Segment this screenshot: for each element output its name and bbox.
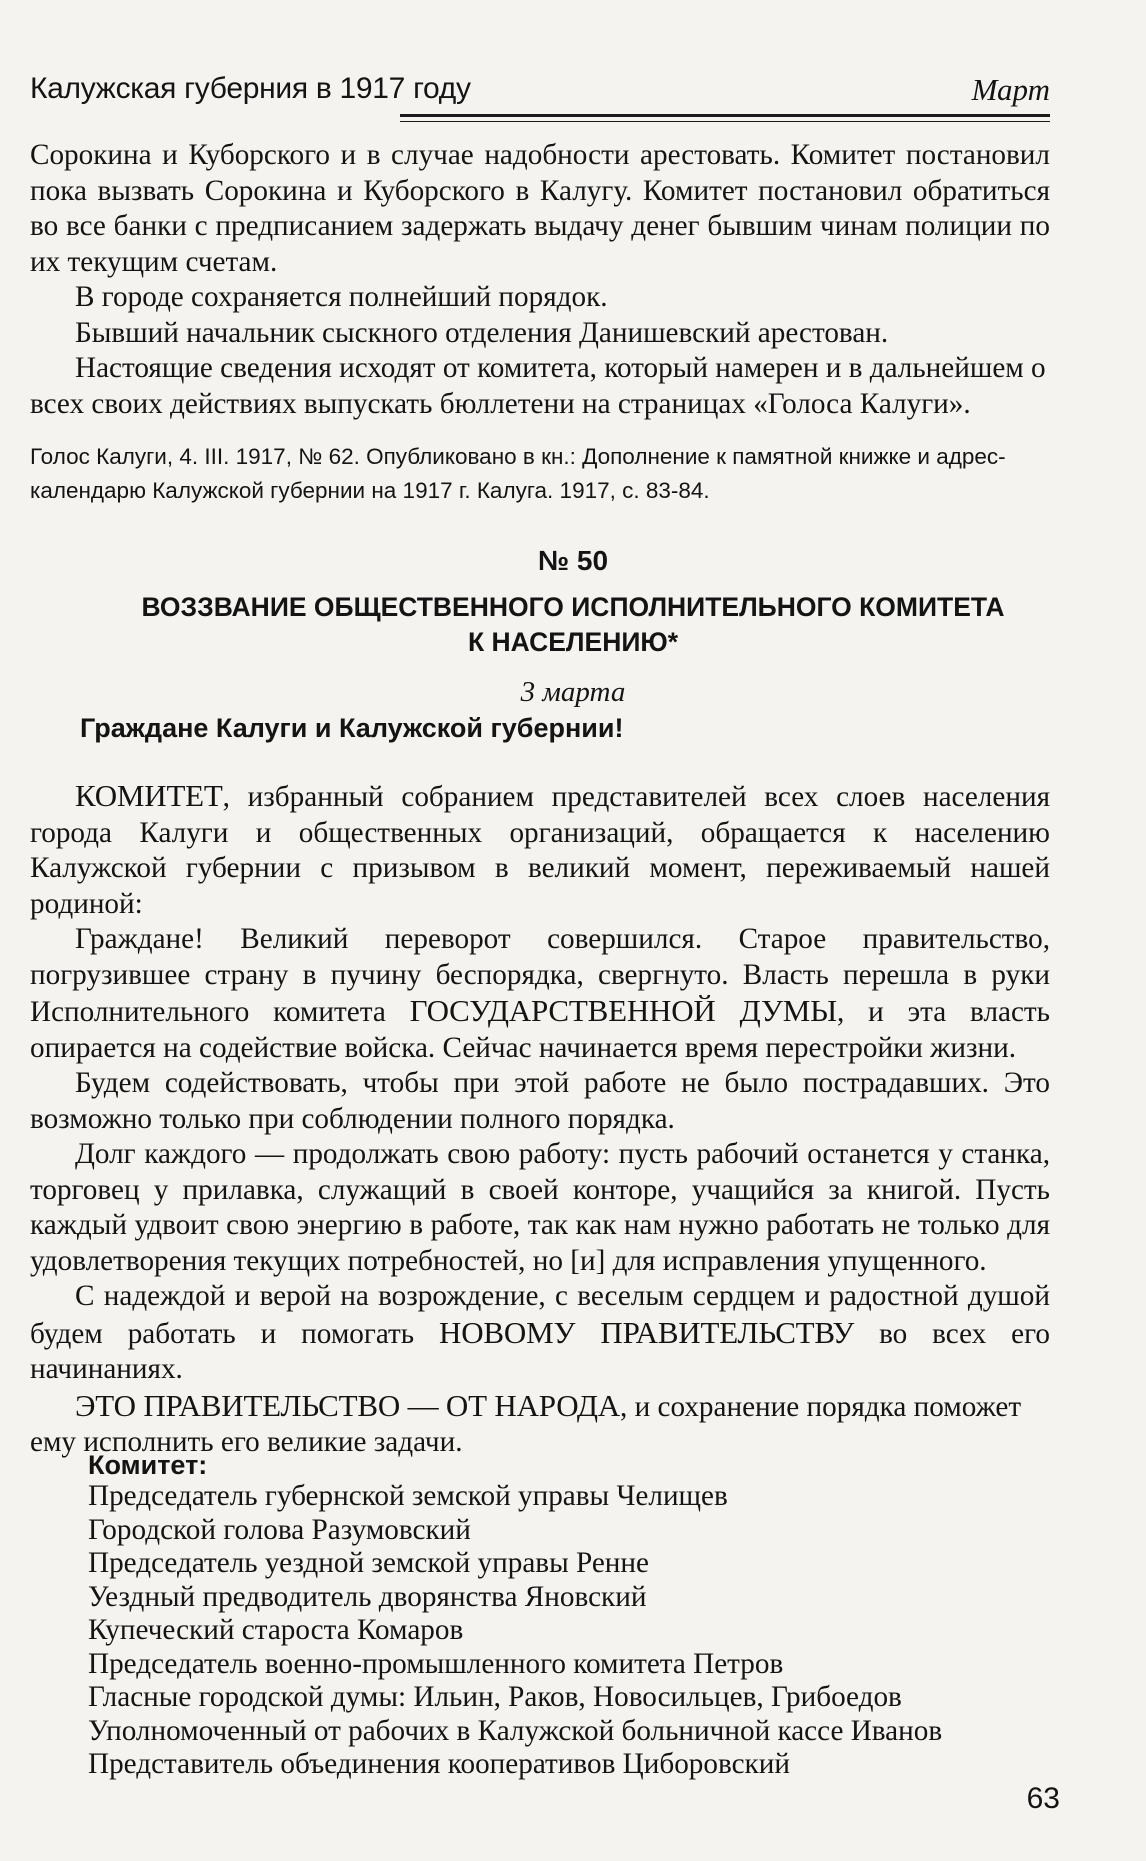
appeal-text xyxy=(30,778,1050,1461)
list-item: Уполномоченный от рабочих в Калужской больничной кассе Иванов xyxy=(88,1714,943,1747)
list-item: Председатель уездной земской управы Ренне xyxy=(88,1547,649,1579)
text: во всех его начинаниях. xyxy=(30,1317,1050,1385)
caps-text: ГОСУДАРСТВЕННОЙ ДУМЫ xyxy=(409,993,837,1028)
running-header xyxy=(30,68,1050,110)
section-month: Март xyxy=(971,72,1050,107)
continuation-text xyxy=(30,138,1050,422)
list-item: Председатель военно-промышленного комитета Петров xyxy=(88,1647,784,1680)
document-title xyxy=(60,590,1086,660)
list-item: Представитель объединения кооперативов Циборовский xyxy=(88,1748,790,1780)
text: , и сохранение порядка поможет ему исполнить его великие задачи. xyxy=(30,1390,1022,1458)
paragraph: Долг каждого — продолжать свою работу: пусть рабочий останется у станка, торговец у прилавка, служащий в своей конторе, учащийся за книгой. Пусть каждый удвоит свою энергию в работе, так как нам нужно работать не только для удовлетворения текущих потребностей, но [и] для исправления упущенного. xyxy=(30,1138,1050,1277)
caps-text: ЭТО ПРАВИТЕЛЬСТВО — ОТ НАРОДА xyxy=(75,1387,620,1423)
document-title-line: ВОЗЗВАНИЕ ОБЩЕСТВЕННОГО ИСПОЛНИТЕЛЬНОГО КОМИТЕТА xyxy=(141,592,1005,622)
list-item: Уездный предводитель дворянства Яновский xyxy=(88,1580,647,1613)
committee-members xyxy=(88,1480,1048,1782)
paragraph: Сорокина и Куборского и в случае надобности арестовать. Комитет постановил пока вызвать Сорокина и Куборского в Калугу. Комитет постановил обратиться во все банки с предписанием задержать выдачу денег бывшим чинам полиции по их текущим счетам. xyxy=(30,139,1050,278)
paragraph xyxy=(30,922,1050,1066)
book-title: Калужская губерния в 1917 году xyxy=(30,72,471,105)
paragraph: В городе сохраняется полнейший порядок. xyxy=(75,281,608,313)
text: С надеждой и верой на возрождение, с веселым сердцем и радостной душой будем работать и помогать xyxy=(30,1280,1050,1350)
list-item: Городской голова Разумовский xyxy=(88,1513,471,1546)
paragraph xyxy=(30,1279,1050,1388)
document-date: 3 марта xyxy=(520,676,626,708)
committee-heading: Комитет: xyxy=(88,1450,208,1480)
text: , избранный собранием представителей всех слоев населения города Калуги и общественных организаций, обращается к населению Калужской губернии с призывом в великий момент, переживаемый нашей родиной: xyxy=(30,781,1050,920)
source-citation: Голос Калуги, 4. III. 1917, № 62. Опубликовано в кн.: Дополнение к памятной книжке и адрес-календарю Калужской губернии на 1917 г. Калуга. 1917, с. 83-84. xyxy=(30,444,1006,503)
list-item: Гласные городской думы: Ильин, Раков, Новосильцев, Грибоедов xyxy=(88,1681,902,1713)
list-item: Председатель губернской земской управы Челищев xyxy=(88,1480,728,1512)
list-item: Купеческий староста Комаров xyxy=(88,1614,464,1646)
paragraph: Бывший начальник сыскного отделения Данишевский арестован. xyxy=(75,316,889,349)
paragraph: Настоящие сведения исходят от комитета, который намерен и в дальнейшем о всех своих действиях выпускать бюллетени на страницах «Голоса Калуги». xyxy=(30,352,1046,420)
text: , и эта власть опирается на содействие войска. Сейчас начинается время перестройки жизни. xyxy=(30,996,1050,1064)
header-rule-thick xyxy=(400,114,1050,117)
header-rule-thin xyxy=(400,121,1050,122)
document-address: Граждане Калуги и Калужской губернии! xyxy=(80,713,624,743)
document-number: № 50 xyxy=(537,545,609,576)
paragraph: Будем содействовать, чтобы при этой работе не было пострадавших. Это возможно только при соблюдении полного порядка. xyxy=(30,1067,1050,1135)
paragraph xyxy=(30,778,1050,922)
document-title-line: К НАСЕЛЕНИЮ* xyxy=(467,627,679,657)
page-number: 63 xyxy=(1026,1782,1060,1815)
text: Граждане! Великий переворот совершился. Старое правительство, погрузившее страну в пучину беспорядка, свергнуто. Власть перешла в руки Исполнительного комитета xyxy=(30,923,1050,1028)
caps-text: НОВОМУ ПРАВИТЕЛЬСТВУ xyxy=(439,1314,855,1350)
caps-text: КОМИТЕТ xyxy=(75,778,223,813)
